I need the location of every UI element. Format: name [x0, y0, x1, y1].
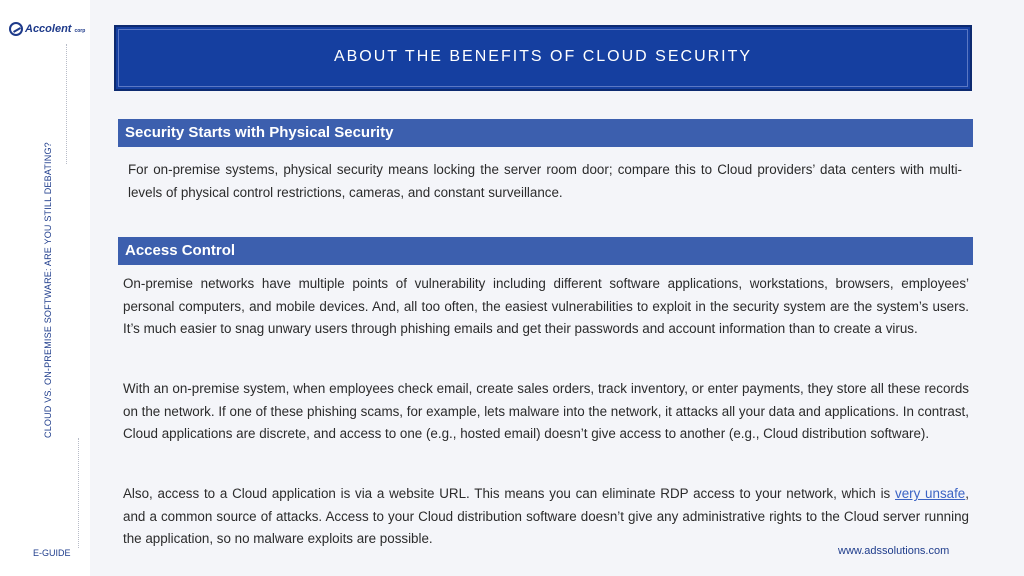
brand-name: Accolent [25, 23, 72, 35]
page-title: ABOUT THE BENEFITS OF CLOUD SECURITY [333, 48, 753, 65]
paragraph-access-control-2: With an on-premise system, when employees check email, create sales orders, track inventory, or enter payments, they store all these records on the network. If one of these phishing scams, for example, lets malware into the network, it attacks all your data and applications. In contrast, Cloud applications are discrete, and access to one (e.g., hosted email) doesn’t give access to another (e.g., Cloud distribution software). [123, 381, 969, 441]
paragraph-text-before-link: Also, access to a Cloud application is via a website URL. This means you can eliminate RDP access to your network, which is [123, 486, 895, 501]
logo-icon [9, 22, 23, 36]
dotted-divider-bottom [78, 438, 79, 548]
brand-suffix: corp [74, 28, 86, 34]
paragraph-physical-security: For on-premise systems, physical security means locking the server room door; compare this to Cloud providers’ data centers with multi-levels of physical control restrictions, cameras, and constant surveillance. [128, 162, 962, 200]
section-heading-physical-security: Security Starts with Physical Security [118, 119, 973, 147]
document-caption: CLOUD VS. ON-PREMISE SOFTWARE: ARE YOU STILL DEBATING? [43, 142, 53, 438]
paragraph-text-after-link: , and a common source of attacks. Access to your Cloud distribution software doesn’t give any administrative rights to the Cloud server running the application, so no malware exploits are possible. [123, 486, 969, 546]
footer-website-link[interactable]: www.adssolutions.com [838, 545, 950, 557]
sidebar [0, 0, 90, 576]
title-banner [114, 25, 972, 91]
very-unsafe-link[interactable]: very unsafe [895, 486, 966, 501]
brand-logo[interactable] [9, 22, 85, 36]
eguide-label: E-GUIDE [33, 548, 71, 558]
paragraph-access-control-1: On-premise networks have multiple points of vulnerability including different software applications, workstations, browsers, employees’ personal computers, and mobile devices. And, all too often, the easiest vulnerabilities to exploit in the security system are the system’s users. It’s much easier to snag unwary users through phishing emails and get their passwords and account information than to create a virus. [123, 276, 969, 336]
section-heading-access-control: Access Control [118, 237, 973, 265]
dotted-divider-top [66, 44, 67, 164]
paragraph-access-control-3 [123, 483, 969, 551]
